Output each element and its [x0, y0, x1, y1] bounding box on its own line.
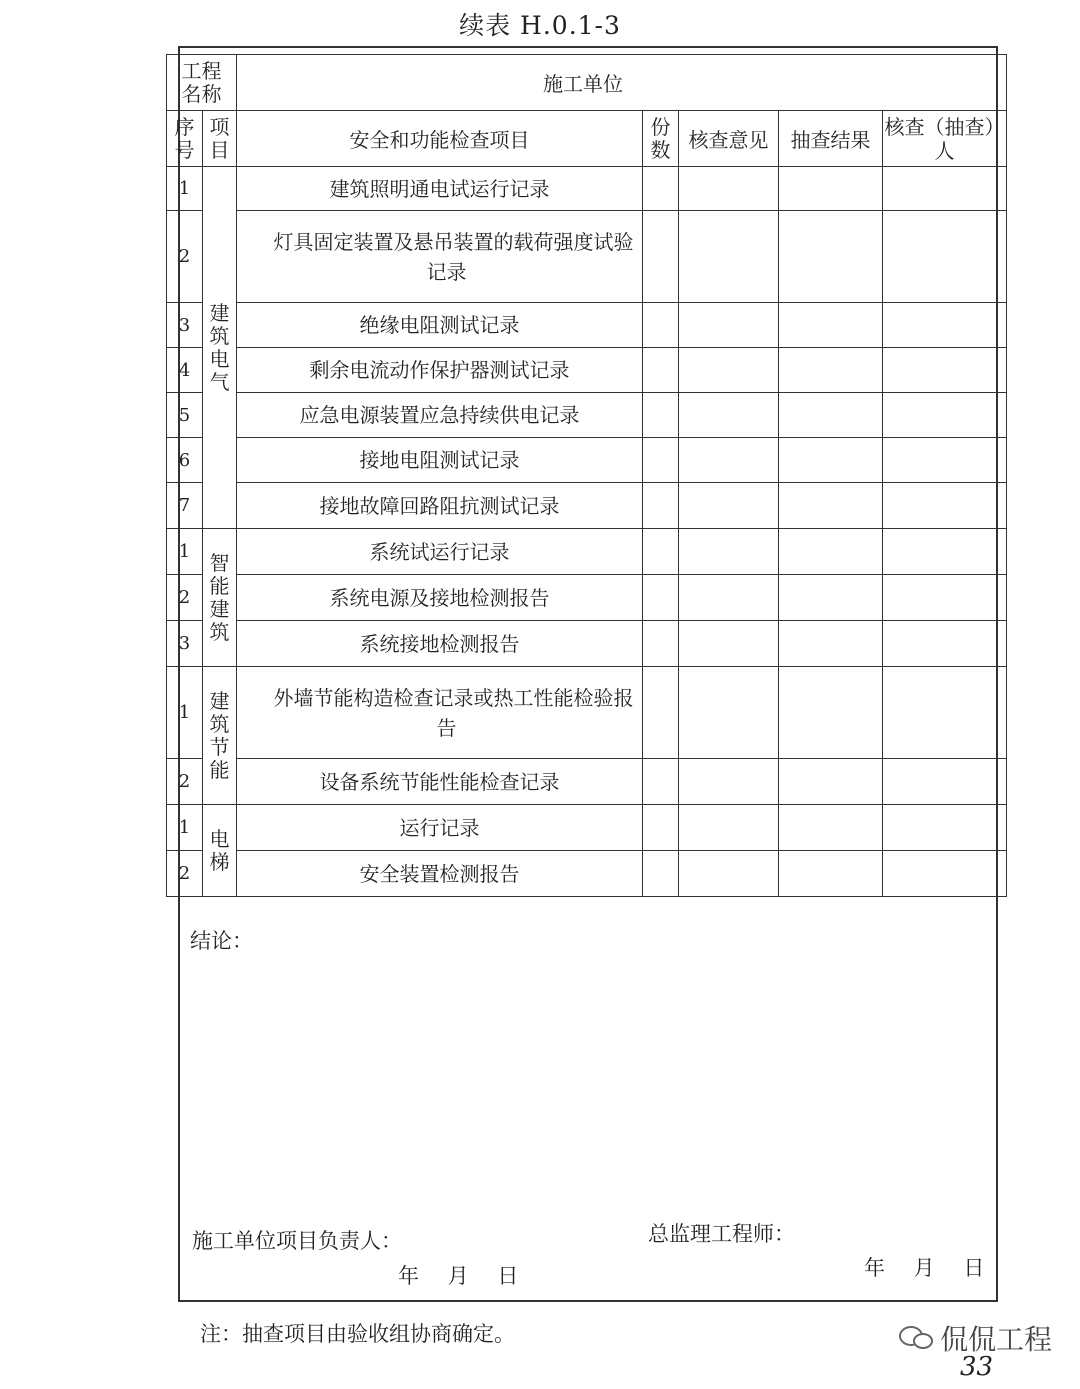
- row-seq: 1: [167, 167, 203, 211]
- date-right: 年 月 日: [864, 1256, 985, 1280]
- table-row: [167, 667, 1007, 759]
- row-item: 系统试运行记录: [237, 529, 643, 575]
- row-item: 灯具固定装置及悬吊装置的载荷强度试验记录: [237, 211, 643, 303]
- row-item: 接地故障回路阻抗测试记录: [237, 483, 643, 529]
- check-opinion-cell[interactable]: [679, 167, 779, 211]
- checker-cell[interactable]: [883, 667, 1007, 759]
- row-item: 外墙节能构造检查记录或热工性能检验报告: [237, 667, 643, 759]
- check-opinion-cell[interactable]: [679, 759, 779, 805]
- row-seq: 6: [167, 438, 203, 483]
- check-opinion-cell[interactable]: [679, 393, 779, 438]
- spot-result-cell[interactable]: [779, 303, 883, 348]
- spot-result-cell[interactable]: [779, 575, 883, 621]
- checker-cell[interactable]: [883, 805, 1007, 851]
- row-category: [203, 667, 237, 805]
- row-seq: 5: [167, 393, 203, 438]
- row-category: [203, 529, 237, 667]
- table-row: [167, 851, 1007, 897]
- row-item: 接地电阻测试记录: [237, 438, 643, 483]
- copies-cell[interactable]: [643, 667, 679, 759]
- copies-cell[interactable]: [643, 851, 679, 897]
- table-row: [167, 303, 1007, 348]
- row-seq: 1: [167, 529, 203, 575]
- checker-cell[interactable]: [883, 438, 1007, 483]
- row-item: 运行记录: [237, 805, 643, 851]
- checker-cell[interactable]: [883, 851, 1007, 897]
- checker-cell[interactable]: [883, 303, 1007, 348]
- spot-result-cell[interactable]: [779, 211, 883, 303]
- row-category: [203, 167, 237, 529]
- check-opinion-cell[interactable]: [679, 667, 779, 759]
- row-seq: 2: [167, 211, 203, 303]
- check-opinion-cell[interactable]: [679, 529, 779, 575]
- copies-cell[interactable]: [643, 805, 679, 851]
- category-label: 智能建筑: [209, 550, 230, 644]
- row-item: 系统电源及接地检测报告: [237, 575, 643, 621]
- row-item: 安全装置检测报告: [237, 851, 643, 897]
- seq-header: 序号: [167, 111, 203, 167]
- check-opinion-cell[interactable]: [679, 348, 779, 393]
- table-row: [167, 529, 1007, 575]
- copies-cell[interactable]: [643, 483, 679, 529]
- item-header: 安全和功能检查项目: [237, 111, 643, 167]
- category-header: 项目: [203, 111, 237, 167]
- check-opinion-cell[interactable]: [679, 851, 779, 897]
- checker-cell[interactable]: [883, 759, 1007, 805]
- row-item: 剩余电流动作保护器测试记录: [237, 348, 643, 393]
- copies-cell[interactable]: [643, 211, 679, 303]
- row-item: 绝缘电阻测试记录: [237, 303, 643, 348]
- row-seq: 3: [167, 303, 203, 348]
- table-row: [167, 167, 1007, 211]
- spot-result-header: 抽查结果: [779, 111, 883, 167]
- row-seq: 3: [167, 621, 203, 667]
- table-row: [167, 211, 1007, 303]
- copies-cell[interactable]: [643, 167, 679, 211]
- row-seq: 2: [167, 759, 203, 805]
- row-item: 设备系统节能性能检查记录: [237, 759, 643, 805]
- spot-result-cell[interactable]: [779, 805, 883, 851]
- row-seq: 1: [167, 805, 203, 851]
- construction-unit-cell: [237, 55, 1007, 111]
- check-opinion-cell[interactable]: [679, 483, 779, 529]
- footnote: 注：抽查项目由验收组协商确定。: [200, 1322, 515, 1346]
- row-item: 应急电源装置应急持续供电记录: [237, 393, 643, 438]
- row-seq: 2: [167, 575, 203, 621]
- checker-cell[interactable]: [883, 621, 1007, 667]
- check-opinion-cell[interactable]: [679, 303, 779, 348]
- check-opinion-cell[interactable]: [679, 621, 779, 667]
- checker-cell[interactable]: [883, 211, 1007, 303]
- row-item: 系统接地检测报告: [237, 621, 643, 667]
- table-row: [167, 483, 1007, 529]
- spot-result-cell[interactable]: [779, 393, 883, 438]
- check-opinion-cell[interactable]: [679, 575, 779, 621]
- checker-cell[interactable]: [883, 575, 1007, 621]
- conclusion-label: 结论：: [190, 929, 253, 953]
- checker-cell[interactable]: [883, 483, 1007, 529]
- table-row: [167, 759, 1007, 805]
- spot-result-cell[interactable]: [779, 851, 883, 897]
- category-label: 电梯: [209, 826, 230, 874]
- chief-supervisor-label: 总监理工程师：: [648, 1222, 795, 1246]
- row-seq: 7: [167, 483, 203, 529]
- chat-bubble-icon: [898, 1325, 934, 1351]
- spot-result-cell[interactable]: [779, 167, 883, 211]
- table-caption: 续表 H.0.1-3: [459, 11, 621, 40]
- project-name-label-cell: [167, 55, 237, 111]
- copies-header: 份数: [643, 111, 679, 167]
- table-row: [167, 438, 1007, 483]
- spot-result-cell[interactable]: [779, 759, 883, 805]
- row-seq: 2: [167, 851, 203, 897]
- table-row: [167, 348, 1007, 393]
- checker-header: 核查（抽查）人: [883, 111, 1007, 167]
- spot-result-cell[interactable]: [779, 621, 883, 667]
- row-item: 建筑照明通电试运行记录: [237, 167, 643, 211]
- row-seq: 1: [167, 667, 203, 759]
- row-category: [203, 805, 237, 897]
- spot-result-cell[interactable]: [779, 438, 883, 483]
- copies-cell[interactable]: [643, 621, 679, 667]
- copies-cell[interactable]: [643, 393, 679, 438]
- watermark-text: 侃侃工程: [940, 1323, 1053, 1356]
- inspection-table: [166, 54, 1007, 897]
- copies-cell[interactable]: [643, 529, 679, 575]
- copies-cell[interactable]: [643, 575, 679, 621]
- spot-result-cell[interactable]: [779, 529, 883, 575]
- spot-result-cell[interactable]: [779, 667, 883, 759]
- checker-cell[interactable]: [883, 529, 1007, 575]
- construction-unit-label: 施工单位: [543, 72, 623, 96]
- date-left: 年 月 日: [398, 1264, 519, 1288]
- copies-cell[interactable]: [643, 759, 679, 805]
- spot-result-cell[interactable]: [779, 348, 883, 393]
- row-seq: 4: [167, 348, 203, 393]
- table-row: [167, 805, 1007, 851]
- table-row: [167, 575, 1007, 621]
- category-label: 建筑电气: [209, 300, 230, 394]
- checker-cell[interactable]: [883, 348, 1007, 393]
- check-opinion-cell[interactable]: [679, 438, 779, 483]
- spot-result-cell[interactable]: [779, 483, 883, 529]
- check-opinion-header: 核查意见: [679, 111, 779, 167]
- page-number: 33: [960, 1352, 994, 1382]
- copies-cell[interactable]: [643, 348, 679, 393]
- table-row: [167, 393, 1007, 438]
- project-name-label: 工程名称: [181, 58, 222, 106]
- copies-cell[interactable]: [643, 438, 679, 483]
- copies-cell[interactable]: [643, 303, 679, 348]
- check-opinion-cell[interactable]: [679, 805, 779, 851]
- checker-cell[interactable]: [883, 393, 1007, 438]
- category-label: 建筑节能: [209, 688, 230, 782]
- checker-cell[interactable]: [883, 167, 1007, 211]
- table-row: [167, 621, 1007, 667]
- contractor-manager-label: 施工单位项目负责人：: [192, 1229, 402, 1253]
- check-opinion-cell[interactable]: [679, 211, 779, 303]
